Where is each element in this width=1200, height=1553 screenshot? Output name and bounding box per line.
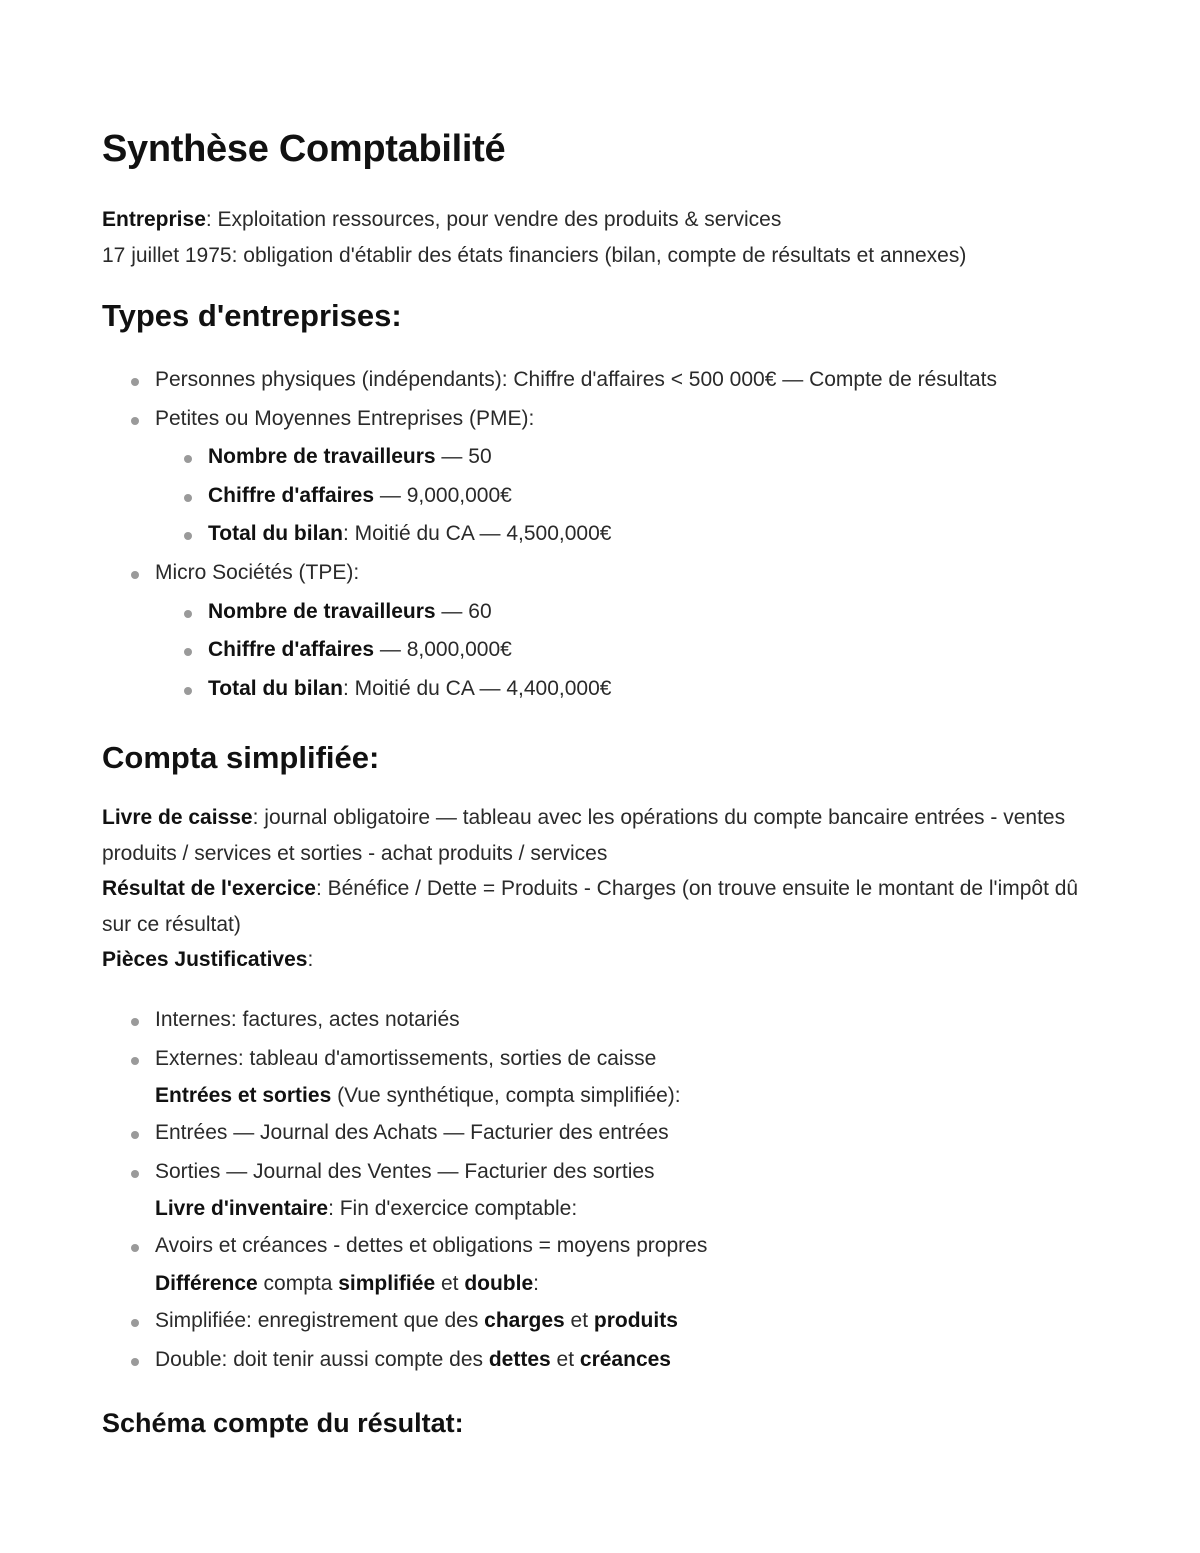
list-item <box>102 361 997 400</box>
list-item <box>102 1153 707 1192</box>
schema-heading: Schéma compte du résultat: <box>102 1408 464 1438</box>
livre-caisse-label: Livre de caisse <box>102 806 253 829</box>
internes-text: Internes: factures, actes notariés <box>155 1008 460 1031</box>
list-item <box>102 438 997 477</box>
pme-bilan-value: : Moitié du CA — 4,500,000€ <box>342 522 612 546</box>
compta-list <box>102 1001 707 1379</box>
inventaire-label: Livre d'inventaire <box>155 1197 329 1221</box>
double-dettes: dettes <box>488 1347 551 1371</box>
tpe-label: Micro Sociétés (TPE): <box>155 560 360 584</box>
tpe-bilan-value: : Moitié du CA — 4,400,000€ <box>342 676 612 700</box>
list-item <box>102 554 997 593</box>
entreprise-label: Entreprise <box>102 208 206 231</box>
list-item <box>102 477 997 516</box>
types-list <box>102 361 997 708</box>
pieces-colon: : <box>307 948 314 971</box>
date-line: 17 juillet 1975: obligation d'établir des états financiers (bilan, compte de résultats et annexes) <box>102 244 967 267</box>
pme-workers-label: Nombre de travailleurs <box>208 445 436 469</box>
externes-text: Externes: tableau d'amortissements, sorties de caisse <box>155 1046 657 1070</box>
intro-block <box>102 202 966 274</box>
page-title: Synthèse Comptabilité <box>102 128 506 170</box>
list-item <box>102 1114 707 1153</box>
pme-bilan-label: Total du bilan <box>208 522 343 546</box>
types-heading: Types d'entreprises: <box>102 298 402 333</box>
sorties-text: Sorties — Journal des Ventes — Facturier des sorties <box>155 1159 655 1183</box>
list-item <box>102 631 997 670</box>
entrees-text: Entrées — Journal des Achats — Facturier des entrées <box>155 1121 669 1145</box>
diff-label: Différence <box>155 1271 258 1295</box>
livre-caisse-text: : journal obligatoire — tableau avec les opérations du compte bancaire entrées - ventes produits / services et sorties - achat produits / services <box>102 806 1066 865</box>
list-item <box>102 1341 707 1380</box>
double-text: Double: doit tenir aussi compte des <box>155 1347 489 1371</box>
tpe-ca-value: — 8,000,000€ <box>374 638 512 662</box>
pme-ca-value: — 9,000,000€ <box>374 483 512 507</box>
diff-colon: : <box>533 1271 539 1295</box>
pieces-line <box>102 942 1102 978</box>
compta-paragraph <box>102 800 1102 978</box>
list-item <box>102 400 997 439</box>
list-item <box>102 1001 707 1040</box>
pme-workers-value: — 50 <box>435 445 492 469</box>
pme-label: Petites ou Moyennes Entreprises (PME): <box>155 406 535 430</box>
pieces-label: Pièces Justificatives <box>102 948 308 971</box>
entrees-sorties-label: Entrées et sorties <box>155 1084 332 1108</box>
tpe-workers-value: — 60 <box>435 599 492 623</box>
tpe-bilan-label: Total du bilan <box>208 676 343 700</box>
resultat-text: : Bénéfice / Dette = Produits - Charges (on trouve ensuite le montant de l'impôt dû sur ce résultat) <box>102 877 1079 936</box>
simplifiee-text: Simplifiée: enregistrement que des <box>155 1308 485 1332</box>
livre-caisse-line <box>102 800 1102 871</box>
tpe-ca-label: Chiffre d'affaires <box>208 638 375 662</box>
double-et: et <box>550 1347 580 1371</box>
compta-heading: Compta simplifiée: <box>102 740 380 775</box>
tpe-workers-label: Nombre de travailleurs <box>208 599 436 623</box>
list-item <box>102 670 997 709</box>
simplifiee-produits: produits <box>593 1308 678 1332</box>
list-subline <box>102 1078 707 1114</box>
entrees-sorties-text: (Vue synthétique, compta simplifiée): <box>331 1084 681 1108</box>
list-item <box>102 1302 707 1341</box>
inventaire-text: : Fin d'exercice comptable: <box>328 1197 578 1221</box>
simplifiee-charges: charges <box>484 1308 565 1332</box>
resultat-label: Résultat de l'exercice <box>102 877 316 900</box>
diff-double: double <box>464 1271 534 1295</box>
list-item <box>102 1227 707 1266</box>
list-item <box>102 1040 707 1079</box>
simplifiee-et: et <box>564 1308 594 1332</box>
pme-ca-label: Chiffre d'affaires <box>208 483 375 507</box>
personnes-text: Personnes physiques (indépendants): Chiffre d'affaires < 500 000€ — Compte de résultats <box>155 368 997 391</box>
list-subline <box>102 1266 707 1302</box>
entreprise-line <box>102 202 966 238</box>
list-item <box>102 515 997 554</box>
diff-mid: compta <box>257 1271 339 1295</box>
diff-simplifiee: simplifiée <box>338 1271 436 1295</box>
list-subline <box>102 1191 707 1227</box>
resultat-line <box>102 871 1102 942</box>
double-creances: créances <box>579 1347 671 1371</box>
entreprise-text: : Exploitation ressources, pour vendre des produits & services <box>205 208 782 231</box>
list-item <box>102 593 997 632</box>
avoirs-text: Avoirs et créances - dettes et obligations = moyens propres <box>155 1234 708 1258</box>
diff-et: et <box>435 1271 465 1295</box>
